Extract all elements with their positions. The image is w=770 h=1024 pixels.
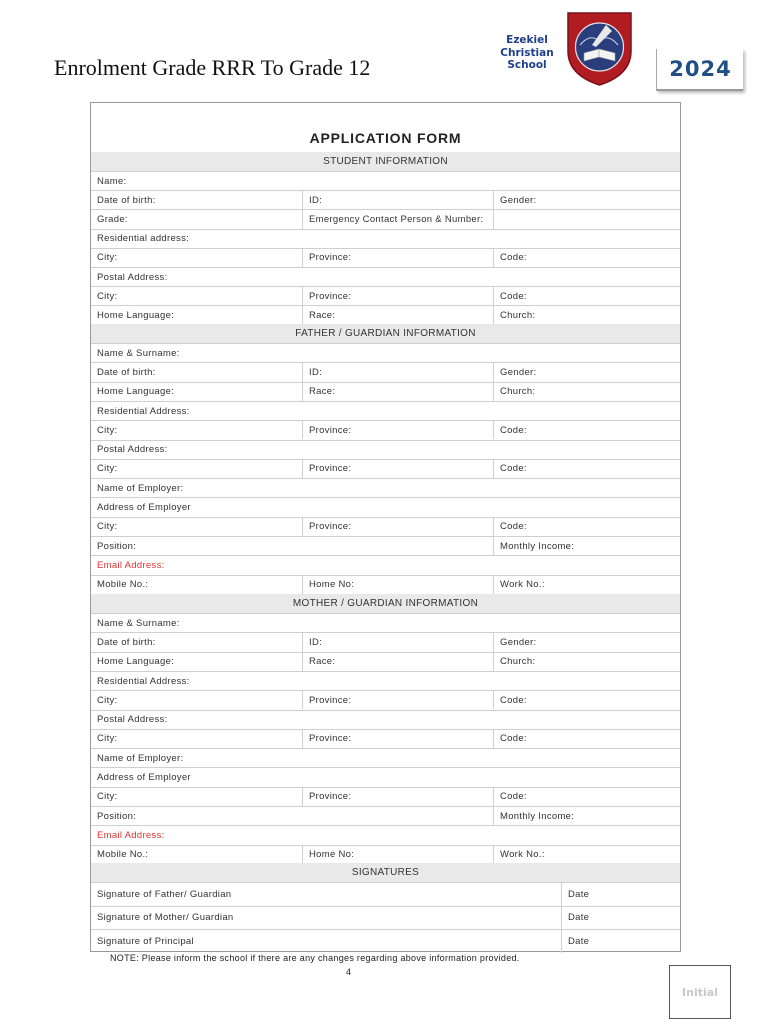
form-field-label[interactable] xyxy=(302,230,493,248)
initial-label: Initial xyxy=(682,986,718,999)
form-field-label[interactable] xyxy=(493,230,680,248)
form-row xyxy=(91,440,680,459)
form-row xyxy=(91,286,680,305)
year-badge xyxy=(656,49,743,91)
form-field-label[interactable] xyxy=(493,614,680,632)
form-field-label[interactable]: Church: xyxy=(493,383,680,401)
form-field-label[interactable]: Mobile No.: xyxy=(97,579,149,591)
form-field-label[interactable] xyxy=(302,768,493,786)
form-field-label[interactable] xyxy=(302,672,493,690)
form-row xyxy=(91,845,680,864)
form-field-label[interactable]: Position: xyxy=(97,810,137,822)
form-field-label[interactable]: Name & Surname: xyxy=(97,347,180,359)
form-row xyxy=(91,536,680,555)
form-field-label[interactable]: Date of birth: xyxy=(97,194,156,206)
initial-box[interactable] xyxy=(669,965,731,1019)
form-field-label[interactable] xyxy=(493,749,680,767)
school-name xyxy=(490,34,564,72)
form-field-label[interactable] xyxy=(302,498,493,516)
section-header-student: STUDENT INFORMATION xyxy=(91,152,680,171)
form-row xyxy=(91,478,680,497)
form-field-label[interactable]: City: xyxy=(97,733,118,745)
form-field-label[interactable]: Province: xyxy=(302,518,493,536)
form-field-label[interactable]: Code: xyxy=(493,287,680,305)
form-row xyxy=(91,748,680,767)
form-field-label[interactable]: Postal Address: xyxy=(97,444,168,456)
form-field-label[interactable]: Code: xyxy=(493,460,680,478)
form-field-label[interactable] xyxy=(302,556,493,574)
form-row xyxy=(91,652,680,671)
form-field-label[interactable] xyxy=(302,711,493,729)
form-field-label[interactable]: Work No.: xyxy=(493,846,680,864)
form-field-label[interactable] xyxy=(302,172,493,190)
form-field-label[interactable]: City: xyxy=(97,521,118,533)
form-field-label[interactable] xyxy=(302,537,493,555)
form-field-label[interactable] xyxy=(493,498,680,516)
form-field-label[interactable]: City: xyxy=(97,290,118,302)
signature-field[interactable]: Signature of Mother/ Guardian xyxy=(97,912,234,924)
form-field-label[interactable]: City: xyxy=(97,694,118,706)
form-row xyxy=(91,690,680,709)
form-field-label[interactable]: Race: xyxy=(302,306,493,324)
signature-field[interactable]: Signature of Principal xyxy=(97,935,194,947)
form-field-label[interactable] xyxy=(302,479,493,497)
form-row xyxy=(91,517,680,536)
form-row xyxy=(91,267,680,286)
form-field-label[interactable]: Church: xyxy=(493,653,680,671)
form-row xyxy=(91,497,680,516)
form-field-label[interactable]: City: xyxy=(97,791,118,803)
signature-row xyxy=(91,882,680,906)
form-field-label[interactable]: ID: xyxy=(302,363,493,381)
form-field-label[interactable] xyxy=(493,826,680,844)
footer-note: NOTE: Please inform the school if there are any changes regarding above information provided. xyxy=(110,953,520,963)
form-field-label[interactable]: Code: xyxy=(493,788,680,806)
form-field-label[interactable]: Name of Employer: xyxy=(97,482,184,494)
form-field-label[interactable]: Emergency Contact Person & Number: xyxy=(302,210,493,228)
form-field-label[interactable]: Email Address: xyxy=(97,559,165,571)
form-field-label[interactable] xyxy=(302,749,493,767)
form-field-label[interactable]: Name & Surname: xyxy=(97,617,180,629)
form-row xyxy=(91,806,680,825)
form-heading: APPLICATION FORM xyxy=(309,130,462,146)
form-row xyxy=(91,632,680,651)
signature-row xyxy=(91,929,680,953)
form-field-label[interactable] xyxy=(493,268,680,286)
school-crest-icon xyxy=(566,11,633,87)
form-row xyxy=(91,613,680,632)
form-row xyxy=(91,555,680,574)
section-header-signatures: SIGNATURES xyxy=(91,863,680,882)
form-row xyxy=(91,362,680,381)
form-field-label[interactable] xyxy=(302,807,493,825)
form-row xyxy=(91,671,680,690)
form-field-label[interactable]: Province: xyxy=(302,730,493,748)
section-header-father: FATHER / GUARDIAN INFORMATION xyxy=(91,324,680,343)
page-number: 4 xyxy=(346,967,352,977)
form-field-label[interactable]: Province: xyxy=(302,460,493,478)
form-field-label[interactable]: Code: xyxy=(493,518,680,536)
school-name-line: Ezekiel xyxy=(506,34,548,46)
form-row xyxy=(91,171,680,190)
form-field-label[interactable]: Monthly Income: xyxy=(493,537,680,555)
form-row xyxy=(91,729,680,748)
form-field-label[interactable] xyxy=(493,556,680,574)
form-field-label[interactable]: Province: xyxy=(302,691,493,709)
form-field-label[interactable]: Code: xyxy=(493,421,680,439)
form-row xyxy=(91,787,680,806)
form-field-label[interactable]: Home Language: xyxy=(97,309,175,321)
form-field-label[interactable]: Province: xyxy=(302,421,493,439)
form-field-label[interactable]: City: xyxy=(97,463,118,475)
form-field-label[interactable] xyxy=(493,711,680,729)
form-field-label[interactable]: Postal Address: xyxy=(97,714,168,726)
form-field-label[interactable]: Home No: xyxy=(302,576,493,594)
form-row xyxy=(91,209,680,228)
form-field-label[interactable]: Postal Address: xyxy=(97,271,168,283)
form-field-label[interactable] xyxy=(493,172,680,190)
signature-field[interactable]: Signature of Father/ Guardian xyxy=(97,888,232,900)
form-field-label[interactable]: Address of Employer xyxy=(97,502,191,514)
form-field-label[interactable] xyxy=(493,672,680,690)
form-field-label[interactable]: Work No.: xyxy=(493,576,680,594)
application-form xyxy=(90,102,681,952)
form-row xyxy=(91,575,680,594)
form-field-label[interactable] xyxy=(302,402,493,420)
form-field-label[interactable] xyxy=(302,826,493,844)
form-field-label[interactable]: Name of Employer: xyxy=(97,752,184,764)
form-row xyxy=(91,229,680,248)
form-row xyxy=(91,459,680,478)
form-row xyxy=(91,401,680,420)
form-row xyxy=(91,190,680,209)
form-field-label[interactable]: Code: xyxy=(493,730,680,748)
signature-date-field[interactable]: Date xyxy=(561,930,680,953)
form-field-label[interactable]: Code: xyxy=(493,249,680,267)
form-row xyxy=(91,420,680,439)
year-label: 2024 xyxy=(669,57,732,81)
form-field-label[interactable] xyxy=(302,441,493,459)
form-field-label[interactable]: Residential Address: xyxy=(97,405,190,417)
signature-date-field[interactable]: Date xyxy=(561,883,680,906)
form-field-label[interactable]: Church: xyxy=(493,306,680,324)
form-field-label[interactable]: Gender: xyxy=(493,363,680,381)
form-field-label[interactable]: City: xyxy=(97,252,118,264)
form-field-label[interactable]: Email Address: xyxy=(97,829,165,841)
form-field-label[interactable] xyxy=(302,614,493,632)
form-field-label[interactable]: Home Language: xyxy=(97,656,175,668)
form-field-label[interactable]: Province: xyxy=(302,287,493,305)
signature-date-field[interactable]: Date xyxy=(561,907,680,930)
form-field-label[interactable]: Province: xyxy=(302,788,493,806)
form-field-label[interactable]: Date of birth: xyxy=(97,636,156,648)
form-field-label[interactable]: Residential Address: xyxy=(97,675,190,687)
section-header-mother: MOTHER / GUARDIAN INFORMATION xyxy=(91,594,680,613)
form-field-label[interactable]: Gender: xyxy=(493,191,680,209)
form-field-label[interactable]: Name: xyxy=(97,175,127,187)
form-field-label[interactable] xyxy=(493,210,680,228)
form-field-label[interactable]: Address of Employer xyxy=(97,772,191,784)
form-field-label[interactable] xyxy=(493,441,680,459)
form-field-label[interactable]: Grade: xyxy=(97,213,128,225)
form-field-label[interactable]: Home Language: xyxy=(97,386,175,398)
form-row xyxy=(91,767,680,786)
form-field-label[interactable]: Residential address: xyxy=(97,233,190,245)
school-name-line: School xyxy=(507,59,547,71)
form-field-label[interactable]: Home No: xyxy=(302,846,493,864)
form-field-label[interactable]: Race: xyxy=(302,383,493,401)
school-name-line: Christian xyxy=(500,46,554,59)
form-field-label[interactable]: City: xyxy=(97,424,118,436)
form-field-label[interactable]: Race: xyxy=(302,653,493,671)
form-row xyxy=(91,343,680,362)
form-field-label[interactable] xyxy=(493,402,680,420)
form-row xyxy=(91,248,680,267)
form-field-label[interactable]: Monthly Income: xyxy=(493,807,680,825)
form-field-label[interactable]: Mobile No.: xyxy=(97,849,149,861)
document-title: Enrolment Grade RRR To Grade 12 xyxy=(54,55,371,80)
form-field-label[interactable]: Position: xyxy=(97,540,137,552)
form-field-label[interactable]: Date of birth: xyxy=(97,366,156,378)
form-field-label[interactable]: Province: xyxy=(302,249,493,267)
form-field-label[interactable]: Code: xyxy=(493,691,680,709)
form-field-label[interactable] xyxy=(493,344,680,362)
form-row xyxy=(91,825,680,844)
form-row xyxy=(91,305,680,324)
form-row xyxy=(91,710,680,729)
form-field-label[interactable] xyxy=(302,344,493,362)
signature-row xyxy=(91,906,680,930)
form-field-label[interactable] xyxy=(302,268,493,286)
form-field-label[interactable]: ID: xyxy=(302,633,493,651)
form-field-label[interactable]: Gender: xyxy=(493,633,680,651)
form-field-label[interactable]: ID: xyxy=(302,191,493,209)
form-field-label[interactable] xyxy=(493,479,680,497)
form-row xyxy=(91,382,680,401)
form-field-label[interactable] xyxy=(493,768,680,786)
